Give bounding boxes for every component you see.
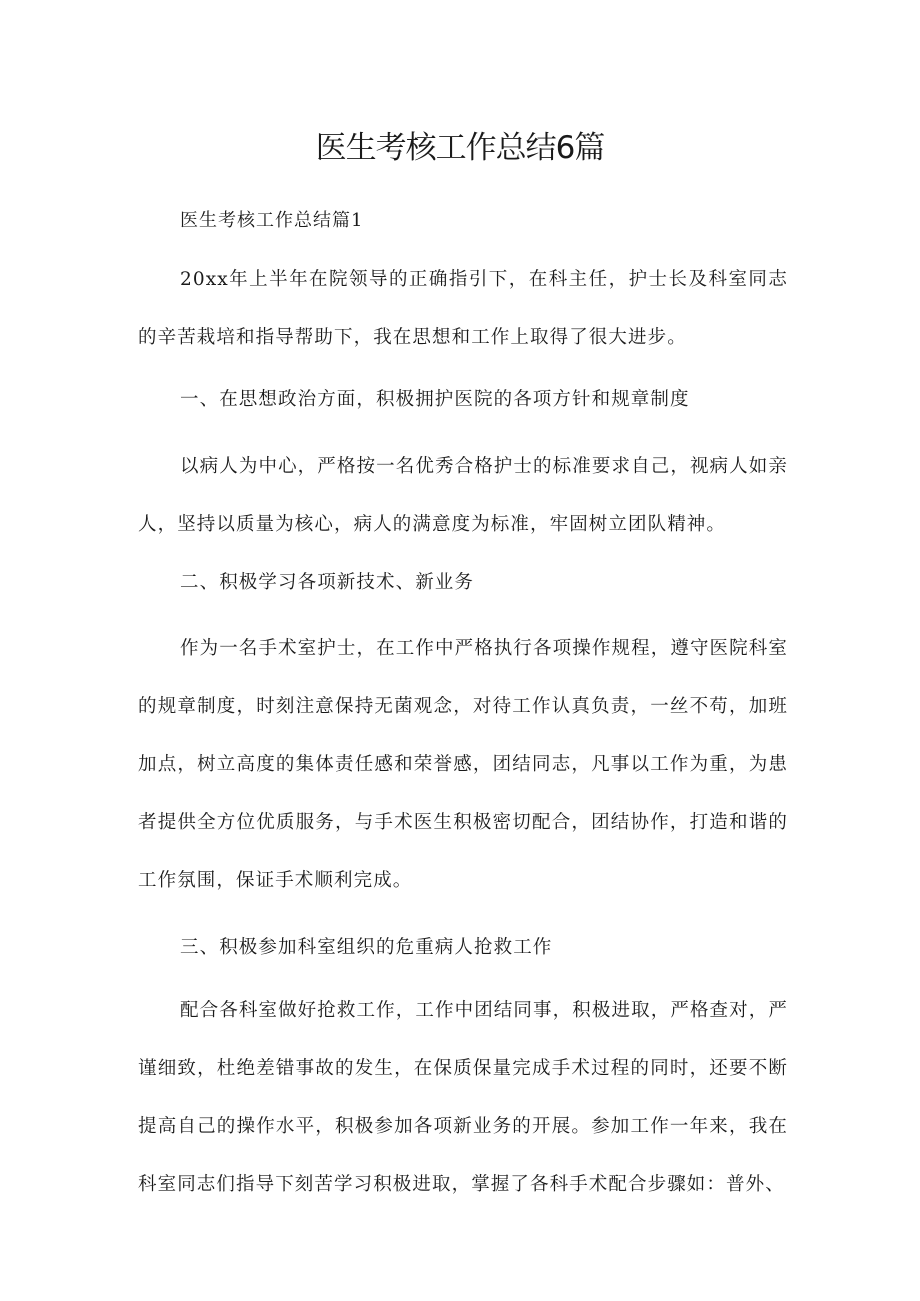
document-subtitle: 医生考核工作总结篇1 bbox=[180, 210, 364, 231]
section-heading-2: 二、积极学习各项新技术、新业务 bbox=[180, 572, 475, 593]
paragraph-section-2: 作为一名手术室护士，在工作中严格执行各项操作规程，遵守医院科室的规章制度，时刻注意保持无菌观念，对待工作认真负责，一丝不苟，加班加点，树立高度的集体责任感和荣誉感，团结同志，凡事以工作为重，为患者提供全方位优质服务，与手术医生积极密切配合，团结协作，打造和谐的工作氛围，保证手术顺利完成。 bbox=[138, 638, 788, 891]
paragraph-intro: 20xx年上半年在院领导的正确指引下，在科主任，护士长及科室同志的辛苦栽培和指导帮助下，我在思想和工作上取得了很大进步。 bbox=[138, 269, 788, 348]
document-title: 医生考核工作总结6篇 bbox=[315, 130, 605, 166]
section-heading-1: 一、在思想政治方面，积极拥护医院的各项方针和规章制度 bbox=[180, 389, 690, 410]
paragraph-section-1: 以病人为中心，严格按一名优秀合格护士的标准要求自己，视病人如亲人，坚持以质量为核心，病人的满意度为标准，牢固树立团队精神。 bbox=[138, 456, 788, 535]
section-heading-3: 三、积极参加科室组织的危重病人抢救工作 bbox=[180, 937, 553, 958]
paragraph-section-3: 配合各科室做好抢救工作，工作中团结同事，积极进取，严格查对，严谨细致，杜绝差错事故的发生，在保质保量完成手术过程的同时，还要不断提高自己的操作水平，积极参加各项新业务的开展。参加工作一年来，我在科室同志们指导下刻苦学习积极进取，掌握了各科手术配合步骤如：普外、 bbox=[138, 1000, 788, 1195]
